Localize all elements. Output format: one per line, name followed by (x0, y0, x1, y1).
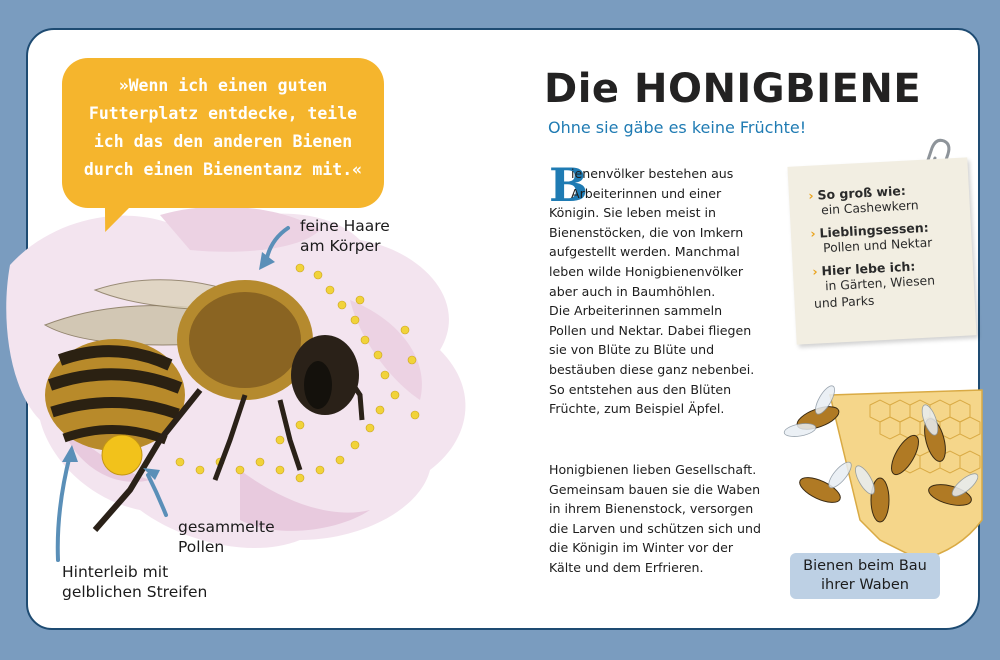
fact-label-text: So groß wie: (817, 182, 907, 203)
label-line: am Körper (300, 237, 381, 255)
caption-line: ihrer Waben (821, 577, 909, 593)
body-line: Bienenstöcken, die von Imkern (549, 224, 744, 240)
chevron-right-icon: › (809, 225, 816, 241)
body-line: aber auch in Baumhöhlen. (549, 283, 716, 299)
body-line: bestäuben diese ganz nebenbei. (549, 361, 755, 377)
body-line: Gemeinsam bauen sie die Waben (549, 481, 761, 497)
chevron-right-icon: › (811, 263, 818, 279)
body-line: aufgestellt werden. Manchmal (549, 244, 740, 260)
speech-line: Futterplatz entdecke, teile (88, 104, 358, 123)
speech-bubble (62, 58, 384, 208)
body-paragraph-2 (549, 460, 785, 578)
drop-cap: B (549, 158, 588, 212)
body-line: Arbeiterinnen und einer (571, 185, 722, 201)
body-line: So entstehen aus den Blüten (549, 381, 732, 397)
page-title: Die HONIGBIENE (544, 66, 922, 112)
fact-food (810, 218, 971, 258)
speech-line: durch einen Bienentanz mit.« (83, 160, 363, 179)
label-abdomen (62, 562, 207, 602)
body-line: leben wilde Honigbienenvölker (549, 263, 744, 279)
body-line: ienenvölker bestehen aus (571, 166, 734, 181)
body-paragraph-1 (549, 158, 785, 419)
label-line: gesammelte (178, 518, 275, 536)
body-line: Pollen und Nektar. Dabei fliegen (549, 322, 752, 338)
body-line: in ihrem Bienenstock, versorgen (549, 501, 754, 517)
caption-line: Bienen beim Bau (803, 558, 927, 574)
speech-bubble-text (70, 72, 376, 184)
label-pollen (178, 517, 275, 557)
label-line: gelblichen Streifen (62, 583, 208, 601)
body-line: sie von Blüte zu Blüte und (549, 342, 715, 358)
chevron-right-icon: › (808, 187, 814, 203)
label-line: Hinterleib mit (62, 563, 169, 581)
fact-value: ein Cashewkern (820, 198, 919, 218)
fact-label-text: Lieblingsessen: (819, 219, 930, 241)
image-caption (790, 553, 940, 599)
label-line: feine Haare (300, 217, 390, 235)
body-line: Königin. Sie leben meist in (549, 205, 717, 221)
speech-line: ich das den anderen Bienen (93, 132, 353, 151)
page-subtitle: Ohne sie gäbe es keine Früchte! (548, 118, 807, 137)
fact-label-text: Hier lebe ich: (821, 258, 916, 279)
label-hair (300, 216, 390, 256)
fact-value: Pollen und Nektar (822, 235, 933, 256)
speech-line: »Wenn ich einen guten (118, 76, 328, 95)
body-line: Honigbienen lieben Gesellschaft. (549, 462, 757, 477)
honeycomb-illustration (783, 383, 982, 560)
body-line: Die Arbeiterinnen sammeln (549, 303, 723, 319)
body-line: Kälte und dem Erfrieren. (549, 559, 704, 575)
body-line: Früchte, zum Beispiel Äpfel. (549, 401, 725, 417)
body-line: die Larven und schützen sich und (549, 520, 761, 536)
body-line: die Königin im Winter vor der (549, 540, 734, 556)
fact-habitat (812, 256, 974, 313)
label-line: Pollen (178, 538, 225, 556)
fact-value: und Parks (813, 293, 875, 311)
fact-value: in Gärten, Wiesen (824, 273, 936, 294)
fact-list (808, 180, 975, 319)
